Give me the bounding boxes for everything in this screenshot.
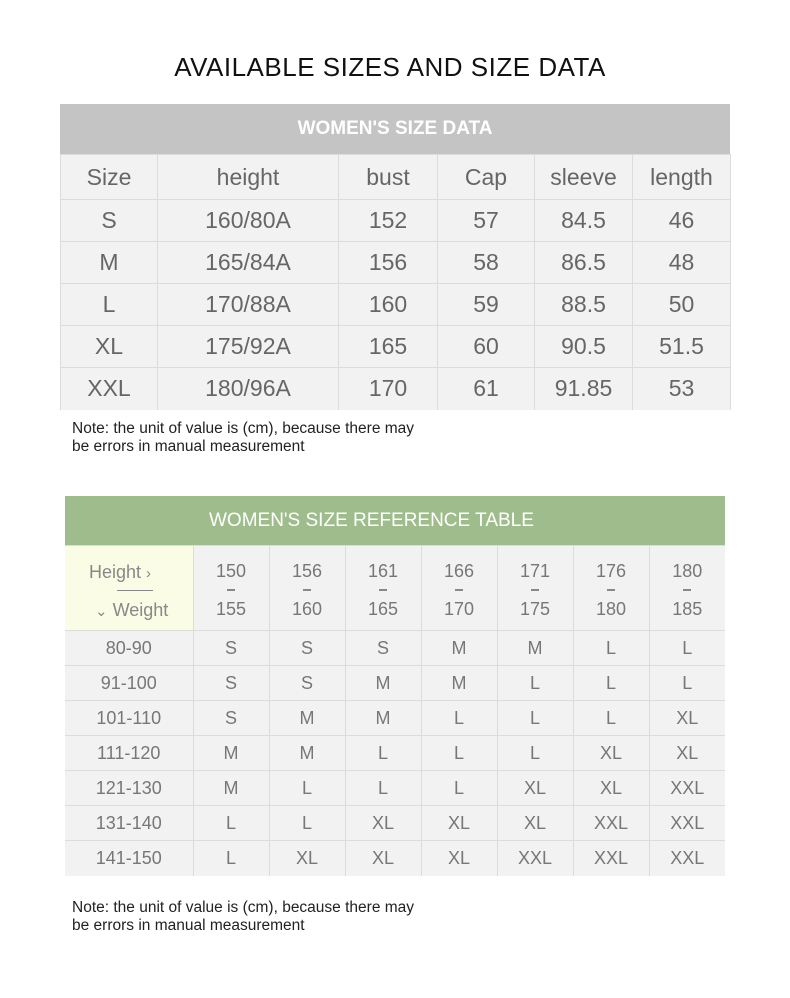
weight-cell: 80-90	[65, 631, 193, 666]
table-cell: 165/84A	[158, 242, 339, 284]
table-cell: 48	[633, 242, 731, 284]
weight-cell: 131-140	[65, 806, 193, 841]
table-cell: 160	[339, 284, 438, 326]
size-cell: L	[573, 631, 649, 666]
height-to: 155	[215, 599, 247, 619]
table-cell: 59	[438, 284, 535, 326]
measurement-note	[72, 899, 414, 935]
range-dash	[683, 589, 691, 591]
size-cell: XXL	[497, 841, 573, 876]
size-data-column-headers	[61, 155, 731, 200]
size-cell: XL	[345, 841, 421, 876]
table-cell: 61	[438, 368, 535, 410]
page-title: AVAILABLE SIZES AND SIZE DATA	[174, 52, 606, 82]
height-from: 150	[215, 561, 247, 581]
range-dash	[379, 589, 387, 591]
size-cell: XL	[497, 771, 573, 806]
size-cell: M	[497, 631, 573, 666]
size-cell: L	[269, 806, 345, 841]
table-cell: 156	[339, 242, 438, 284]
range-dash	[227, 589, 235, 591]
size-cell: M	[193, 771, 269, 806]
table-cell: 88.5	[535, 284, 633, 326]
column-header: height	[158, 155, 339, 200]
table-cell: 50	[633, 284, 731, 326]
size-cell: XL	[649, 736, 725, 771]
size-cell: L	[345, 771, 421, 806]
table-cell: XL	[61, 326, 158, 368]
table-row	[61, 284, 731, 326]
size-cell: M	[345, 666, 421, 701]
size-cell: XL	[269, 841, 345, 876]
reference-header: WOMEN'S SIZE REFERENCE TABLE	[65, 496, 725, 545]
table-row	[65, 806, 725, 841]
size-cell: L	[269, 771, 345, 806]
height-header-row	[65, 546, 725, 631]
table-cell: 152	[339, 200, 438, 242]
weight-cell: 141-150	[65, 841, 193, 876]
table-row	[65, 841, 725, 876]
size-cell: M	[269, 701, 345, 736]
range-dash	[455, 589, 463, 591]
size-cell: L	[193, 841, 269, 876]
height-range-cell	[421, 546, 497, 631]
size-cell: S	[345, 631, 421, 666]
size-cell: S	[193, 631, 269, 666]
table-cell: 51.5	[633, 326, 731, 368]
size-cell: L	[573, 701, 649, 736]
size-cell: L	[421, 701, 497, 736]
corner-divider	[117, 590, 153, 591]
weight-cell: 121-130	[65, 771, 193, 806]
size-cell: L	[497, 736, 573, 771]
size-cell: S	[269, 631, 345, 666]
size-cell: M	[269, 736, 345, 771]
size-cell: XL	[573, 771, 649, 806]
chevron-right-icon: ›	[146, 565, 152, 582]
note-line: be errors in manual measurement	[72, 438, 305, 455]
size-cell: XL	[421, 806, 497, 841]
height-to: 185	[672, 599, 703, 619]
size-cell: L	[573, 666, 649, 701]
size-cell: L	[649, 631, 725, 666]
measurement-note	[72, 420, 414, 456]
table-row	[65, 666, 725, 701]
size-cell: L	[649, 666, 725, 701]
table-cell: 170	[339, 368, 438, 410]
height-to: 175	[519, 599, 551, 619]
chevron-down-icon: ⌄	[95, 603, 108, 620]
table-cell: S	[61, 200, 158, 242]
table-row	[61, 326, 731, 368]
size-cell: S	[193, 701, 269, 736]
table-cell: 53	[633, 368, 731, 410]
height-to: 170	[443, 599, 475, 619]
size-cell: XXL	[573, 806, 649, 841]
size-cell: S	[269, 666, 345, 701]
table-row	[65, 701, 725, 736]
column-header: bust	[339, 155, 438, 200]
size-cell: L	[421, 771, 497, 806]
table-cell: M	[61, 242, 158, 284]
table-cell: 90.5	[535, 326, 633, 368]
size-cell: M	[421, 666, 497, 701]
size-cell: XXL	[649, 771, 725, 806]
height-to: 165	[367, 599, 399, 619]
height-range-cell	[269, 546, 345, 631]
range-dash	[303, 589, 311, 591]
height-range-cell	[193, 546, 269, 631]
size-data-table	[60, 104, 730, 410]
height-from: 180	[672, 561, 703, 581]
table-cell: 46	[633, 200, 731, 242]
table-cell: L	[61, 284, 158, 326]
height-from: 161	[367, 561, 399, 581]
size-cell: XL	[345, 806, 421, 841]
size-cell: M	[193, 736, 269, 771]
height-to: 180	[595, 599, 627, 619]
table-row	[65, 736, 725, 771]
column-header: Size	[61, 155, 158, 200]
note-line: be errors in manual measurement	[72, 917, 305, 934]
size-cell: XL	[421, 841, 497, 876]
table-cell: 91.85	[535, 368, 633, 410]
table-row	[61, 368, 731, 410]
table-cell: 60	[438, 326, 535, 368]
weight-cell: 101-110	[65, 701, 193, 736]
table-row	[61, 242, 731, 284]
size-cell: XXL	[573, 841, 649, 876]
height-from: 166	[443, 561, 475, 581]
size-cell: XL	[649, 701, 725, 736]
size-cell: S	[193, 666, 269, 701]
size-cell: L	[497, 666, 573, 701]
size-cell: L	[193, 806, 269, 841]
height-from: 171	[519, 561, 551, 581]
height-axis-label	[89, 562, 151, 583]
weight-cell: 91-100	[65, 666, 193, 701]
height-range-cell	[573, 546, 649, 631]
height-range-cell	[497, 546, 573, 631]
height-range-cell	[345, 546, 421, 631]
size-cell: L	[345, 736, 421, 771]
table-cell: 160/80A	[158, 200, 339, 242]
table-row	[61, 200, 731, 242]
weight-label: Weight	[112, 600, 169, 620]
size-cell: M	[421, 631, 497, 666]
range-dash	[607, 589, 615, 591]
size-cell: XXL	[649, 806, 725, 841]
table-cell: 175/92A	[158, 326, 339, 368]
column-header: sleeve	[535, 155, 633, 200]
size-cell: XXL	[649, 841, 725, 876]
height-range-cell	[649, 546, 725, 631]
size-cell: XL	[573, 736, 649, 771]
table-cell: 86.5	[535, 242, 633, 284]
size-data-header: WOMEN'S SIZE DATA	[60, 104, 730, 154]
size-cell: L	[497, 701, 573, 736]
size-reference-table	[65, 496, 725, 876]
weight-cell: 111-120	[65, 736, 193, 771]
table-cell: 84.5	[535, 200, 633, 242]
table-cell: 180/96A	[158, 368, 339, 410]
weight-axis-label	[95, 600, 168, 621]
size-cell: M	[345, 701, 421, 736]
range-dash	[531, 589, 539, 591]
height-to: 160	[291, 599, 323, 619]
size-cell: XL	[497, 806, 573, 841]
table-cell: 57	[438, 200, 535, 242]
column-header: Cap	[438, 155, 535, 200]
height-label: Height	[89, 562, 142, 582]
note-line: Note: the unit of value is (cm), because there may	[72, 420, 415, 437]
table-cell: XXL	[61, 368, 158, 410]
size-cell: L	[421, 736, 497, 771]
note-line: Note: the unit of value is (cm), because there may	[72, 899, 415, 916]
table-cell: 165	[339, 326, 438, 368]
table-cell: 170/88A	[158, 284, 339, 326]
height-from: 176	[595, 561, 627, 581]
table-cell: 58	[438, 242, 535, 284]
table-row	[65, 771, 725, 806]
height-from: 156	[291, 561, 323, 581]
height-weight-corner	[65, 546, 193, 631]
column-header: length	[633, 155, 731, 200]
table-row	[65, 631, 725, 666]
